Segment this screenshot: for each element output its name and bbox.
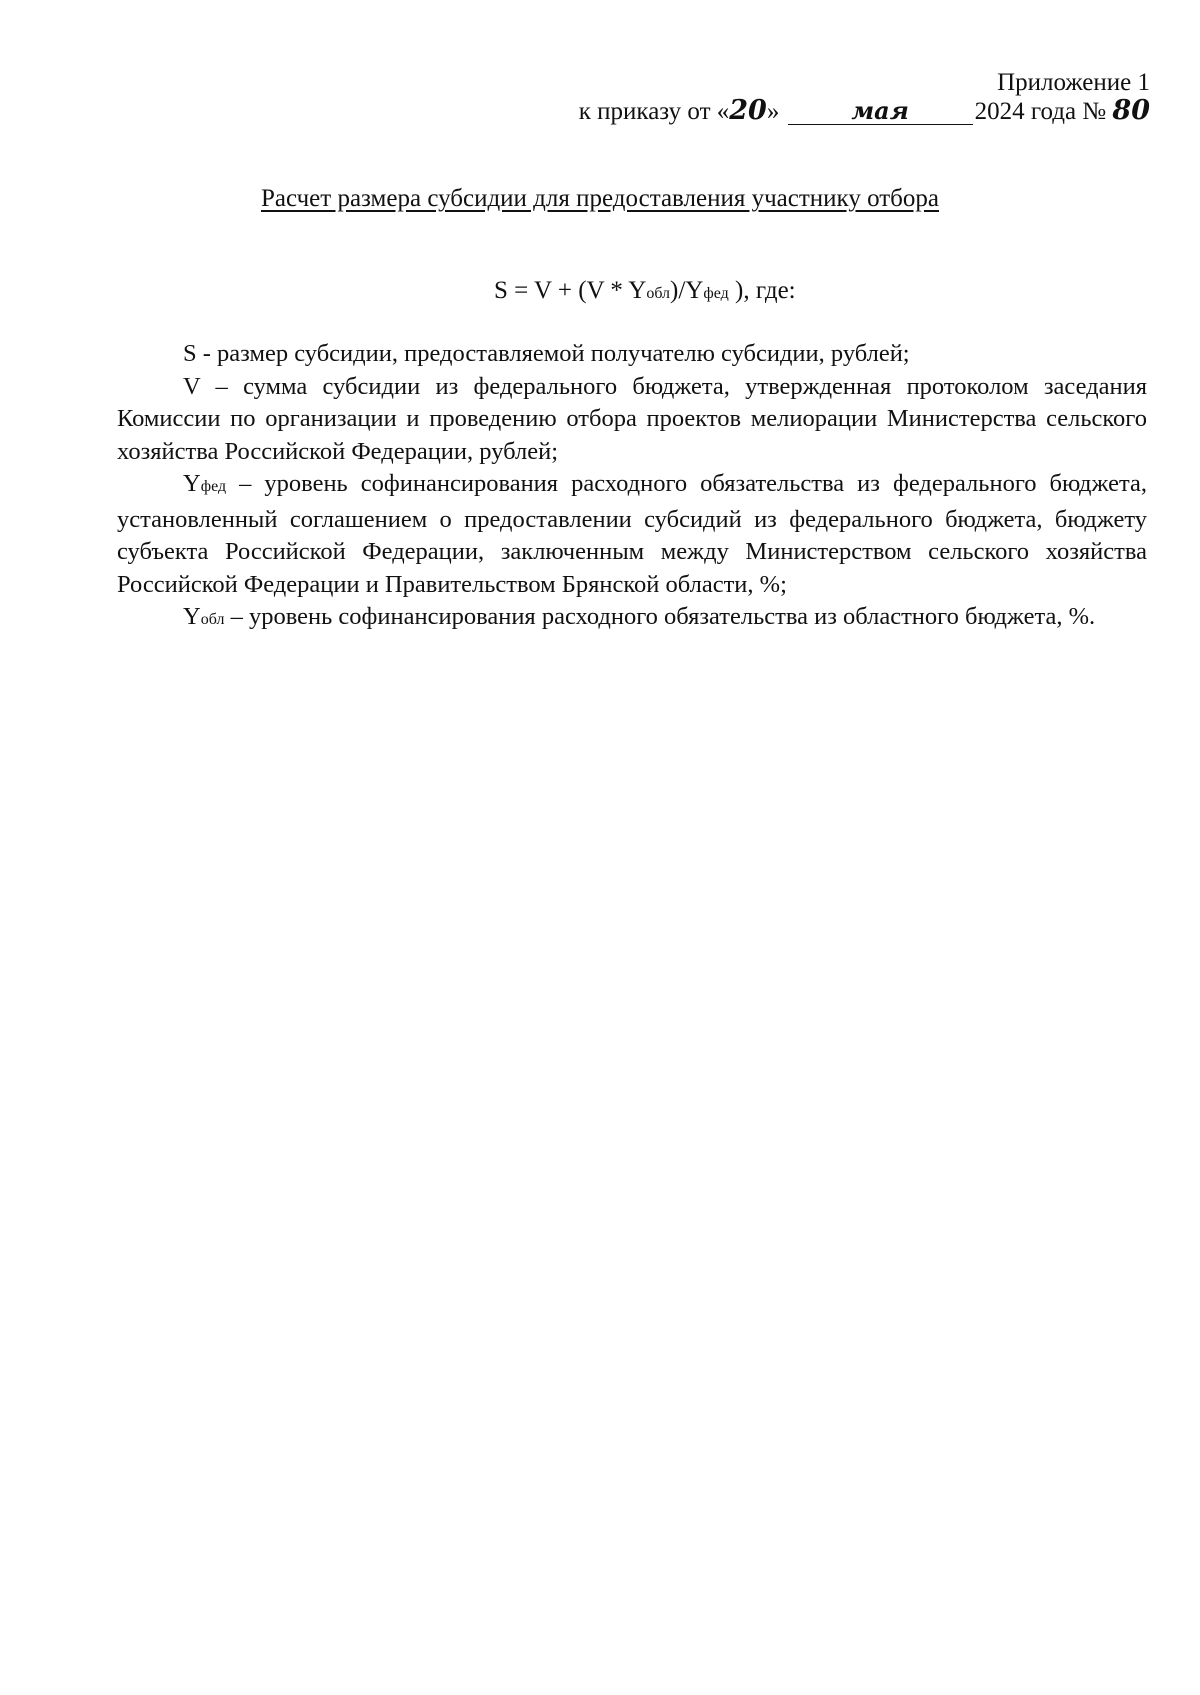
yfed-text: – уровень софинансирования расходного обязательства из федерального бюджета, установленный соглашением о предоставлении субсидий из федерального бюджета, бюджету субъекта Российской Федерации, заключенным между Министерством сельского хозяйства Российской Федерации и Правительством Брянской области, %; xyxy=(117,470,1147,598)
formula-part-2: )/Y xyxy=(670,277,704,304)
order-month-handwritten: мая xyxy=(851,96,909,125)
appendix-text: Приложение 1 xyxy=(997,69,1150,96)
yfed-subscript: фед xyxy=(200,478,227,495)
order-year: 2024 года № xyxy=(974,98,1107,125)
definition-s: S - размер субсидии, предоставляемой получателю субсидии, рублей; xyxy=(183,340,910,367)
order-day-handwritten: 20 xyxy=(729,95,767,126)
order-prefix: к приказу от « xyxy=(578,98,730,125)
yobl-text: – уровень софинансирования расходного обязательства из областного бюджета, %. xyxy=(224,603,1096,630)
order-month-field xyxy=(788,96,973,125)
title-text: Расчет размера субсидии для предоставления участнику отбора xyxy=(261,185,939,212)
formula-sub-obl: обл xyxy=(646,285,671,302)
subsidy-formula xyxy=(494,276,796,309)
appendix-label xyxy=(997,68,1150,98)
order-reference xyxy=(579,96,1150,127)
yfed-symbol: Y xyxy=(183,470,201,497)
order-number-handwritten: 80 xyxy=(1112,95,1150,126)
order-mid: » xyxy=(766,98,780,125)
document-title xyxy=(0,184,1200,214)
formula-sub-fed: фед xyxy=(703,285,729,302)
formula-part-1: S = V + (V * Y xyxy=(494,277,647,304)
definitions-block xyxy=(117,338,1147,637)
definition-yfed xyxy=(117,468,1147,601)
formula-part-3: ), где: xyxy=(728,277,796,304)
yobl-subscript: обл xyxy=(200,611,225,628)
definition-v: V – сумма субсидии из федерального бюджета, утвержденная протоколом заседания Комиссии по организации и проведению отбора проектов мелиорации Министерства сельского хозяйства Российской Федерации, рублей; xyxy=(117,372,1147,465)
yobl-symbol: Y xyxy=(183,603,201,630)
definition-yobl xyxy=(117,601,1147,637)
